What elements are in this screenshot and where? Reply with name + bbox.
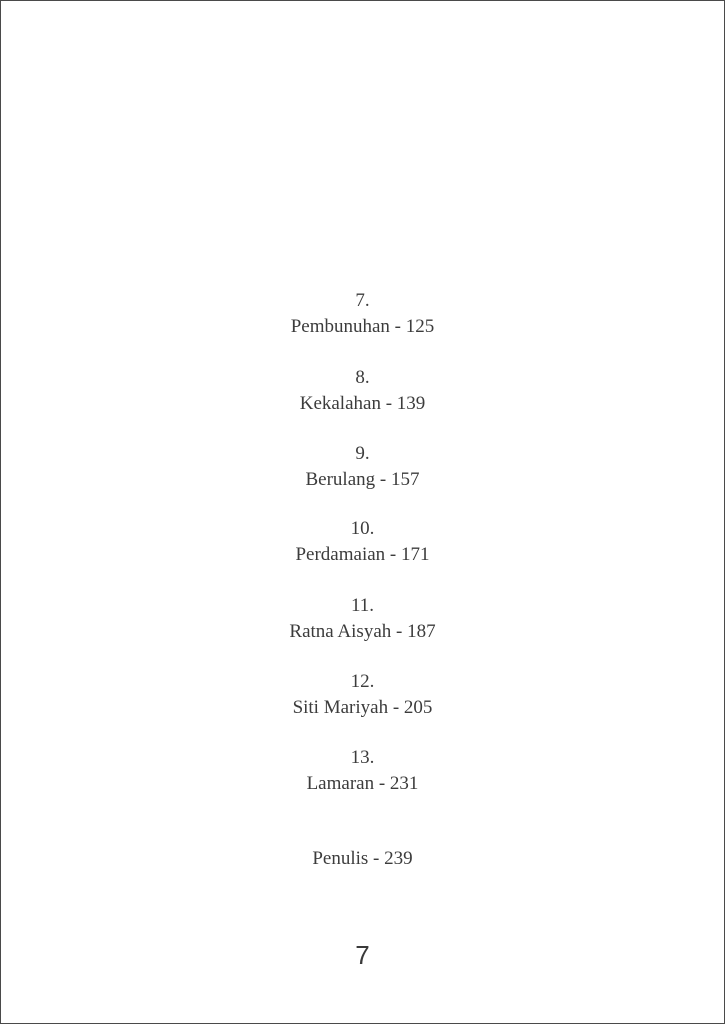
closing-entry-title: Penulis - 239	[312, 848, 413, 869]
chapter-number: 12.	[350, 671, 375, 692]
toc-entry-7	[1, 288, 724, 340]
chapter-number: 11.	[350, 595, 375, 616]
chapter-title: Siti Mariyah - 205	[292, 697, 433, 718]
chapter-number: 7.	[355, 290, 370, 311]
chapter-title: Perdamaian - 171	[295, 544, 430, 565]
chapter-number: 10.	[350, 518, 375, 539]
chapter-title: Lamaran - 231	[306, 773, 419, 794]
toc-entry-12	[1, 669, 724, 721]
chapter-number: 9.	[355, 443, 370, 464]
toc-entry-11	[1, 593, 724, 645]
chapter-title: Ratna Aisyah - 187	[289, 621, 436, 642]
chapter-number: 8.	[355, 367, 370, 388]
toc-entry-10	[1, 516, 724, 568]
chapter-title: Pembunuhan - 125	[290, 316, 435, 337]
toc-entry-9	[1, 441, 724, 493]
table-of-contents	[1, 1, 724, 1023]
page-number: 7	[355, 940, 370, 970]
chapter-number: 13.	[350, 747, 375, 768]
chapter-title: Kekalahan - 139	[299, 393, 426, 414]
toc-entry-penulis	[1, 846, 724, 872]
toc-entry-13	[1, 745, 724, 797]
chapter-title: Berulang - 157	[305, 469, 420, 490]
toc-entry-8	[1, 365, 724, 417]
